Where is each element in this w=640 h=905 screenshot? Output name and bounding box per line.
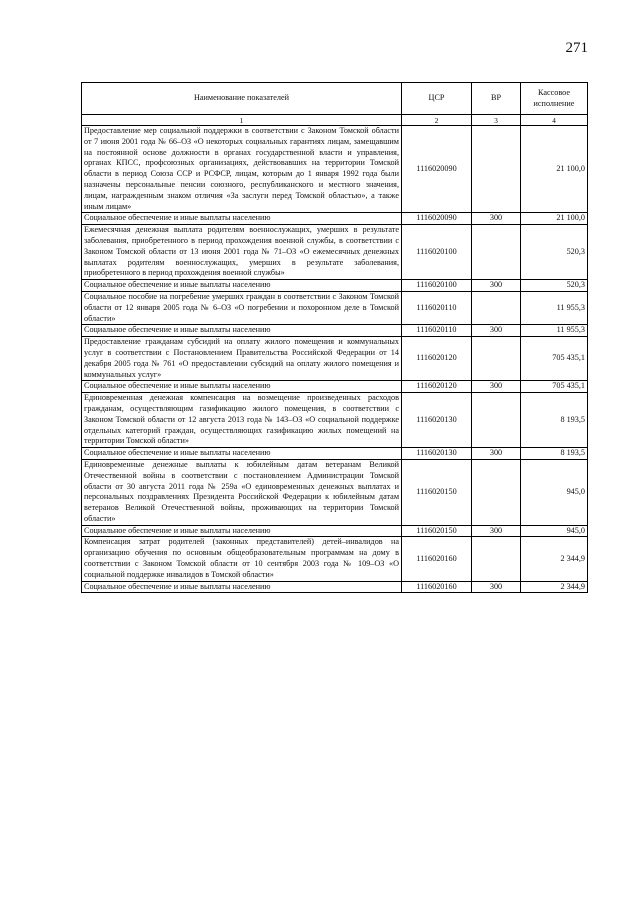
header-sum: Кассовое исполнение <box>521 83 588 115</box>
page-number: 271 <box>565 40 588 56</box>
cell-sum: 520,3 <box>521 225 588 280</box>
cell-csr: 1116020120 <box>402 337 472 381</box>
cell-sum: 705 435,1 <box>521 337 588 381</box>
cell-vr: 300 <box>472 525 521 537</box>
cell-sum: 21 100,0 <box>521 126 588 213</box>
table-row <box>82 325 588 337</box>
cell-vr <box>472 537 521 581</box>
index-cell: 4 <box>521 115 588 126</box>
cell-name: Предоставление мер социальной поддержки в соответствии с Законом Томской области от 7 июня 2001 года № 66–ОЗ «О некоторых социальных гарантиях лицам, замещавшим на постоянной основе должности в органах государственной власти и управления, органах КПСС, профсоюзных организациях, действовавших на территории Томской области в период Союза ССР и РСФСР, лицам, которым до 1 января 1992 года были назначены персональные пенсии союзного, республиканского и местного значения, лицам, награжденным знаком отличия «За заслуги перед Томской областью», а также иным лицам» <box>82 126 402 213</box>
cell-vr <box>472 291 521 324</box>
cell-name: Социальное обеспечение и иные выплаты населению <box>82 325 402 337</box>
table-row <box>82 459 588 525</box>
cell-csr: 1116020110 <box>402 291 472 324</box>
header-vr: ВР <box>472 83 521 115</box>
cell-vr: 300 <box>472 381 521 393</box>
table-row <box>82 280 588 292</box>
cell-sum: 2 344,9 <box>521 581 588 593</box>
cell-sum: 945,0 <box>521 459 588 525</box>
cell-vr: 300 <box>472 325 521 337</box>
cell-name: Предоставление гражданам субсидий на оплату жилого помещения и коммунальных услуг в соответствии с Постановлением Правительства Российской Федерации от 14 декабря 2005 года № 761 «О предоставлении субсидий на оплату жилого помещения и коммунальных услуг» <box>82 337 402 381</box>
budget-table <box>81 82 588 593</box>
cell-csr: 1116020150 <box>402 525 472 537</box>
cell-vr <box>472 337 521 381</box>
cell-vr: 300 <box>472 213 521 225</box>
header-name: Наименование показателей <box>82 83 402 115</box>
cell-csr: 1116020130 <box>402 393 472 448</box>
table-row <box>82 393 588 448</box>
cell-name: Единовременные денежные выплаты к юбилейным датам ветеранам Великой Отечественной войны в соответствии с постановлением Администрации Томской области от 30 августа 2011 года № 259а «О единовременных денежных выплатах и персональных поздравлениях Президента Российской Федерации к юбилейным датам ветеранов Великой Отечественной войны, проживающих на территории Томской области» <box>82 459 402 525</box>
cell-name: Ежемесячная денежная выплата родителям военнослужащих, умерших в результате заболевания, приобретенного в период прохождения военной службы, в соответствии с Законом Томской области от 13 июня 2001 года № 71–ОЗ «О ежемесячных денежных выплатах родителям военнослужащих, умерших в результате заболевания, приобретенного в период прохождения военной службы» <box>82 225 402 280</box>
table-row <box>82 525 588 537</box>
header-row <box>82 83 588 115</box>
cell-name: Единовременная денежная компенсация на возмещение произведенных расходов гражданам, осуществляющим газификацию жилого помещения, в соответствии с Законом Томской области от 12 августа 2013 года № 143–ОЗ «О социальной поддержке отдельных категорий граждан, осуществляющих газификацию жилых помещений на территории Томской области» <box>82 393 402 448</box>
cell-csr: 1116020090 <box>402 126 472 213</box>
index-cell: 1 <box>82 115 402 126</box>
cell-name: Социальное обеспечение и иные выплаты населению <box>82 525 402 537</box>
cell-csr: 1116020090 <box>402 213 472 225</box>
cell-csr: 1116020130 <box>402 448 472 460</box>
cell-sum: 8 193,5 <box>521 393 588 448</box>
table-body <box>82 126 588 593</box>
cell-name: Социальное обеспечение и иные выплаты населению <box>82 280 402 292</box>
cell-name: Социальное обеспечение и иные выплаты населению <box>82 581 402 593</box>
cell-csr: 1116020160 <box>402 581 472 593</box>
cell-sum: 2 344,9 <box>521 537 588 581</box>
cell-name: Социальное обеспечение и иные выплаты населению <box>82 448 402 460</box>
cell-sum: 705 435,1 <box>521 381 588 393</box>
cell-csr: 1116020120 <box>402 381 472 393</box>
cell-sum: 11 955,3 <box>521 325 588 337</box>
table-row <box>82 381 588 393</box>
cell-csr: 1116020160 <box>402 537 472 581</box>
table-row <box>82 291 588 324</box>
cell-name: Социальное пособие на погребение умерших граждан в соответствии с Законом Томской области от 12 января 2005 года № 6–ОЗ «О погребении и похоронном деле в Томской области» <box>82 291 402 324</box>
cell-sum: 520,3 <box>521 280 588 292</box>
cell-sum: 8 193,5 <box>521 448 588 460</box>
header-csr: ЦСР <box>402 83 472 115</box>
cell-csr: 1116020100 <box>402 280 472 292</box>
cell-csr: 1116020110 <box>402 325 472 337</box>
cell-name: Социальное обеспечение и иные выплаты населению <box>82 213 402 225</box>
cell-vr <box>472 225 521 280</box>
table-row <box>82 213 588 225</box>
index-row <box>82 115 588 126</box>
cell-csr: 1116020150 <box>402 459 472 525</box>
cell-vr <box>472 126 521 213</box>
cell-name: Компенсация затрат родителей (законных представителей) детей–инвалидов на организацию обучения по основным общеобразовательным программам на дому в соответствии с Законом Томской области от 10 сентября 2003 года № 109–ОЗ «О социальной поддержке инвалидов в Томской области» <box>82 537 402 581</box>
table-row <box>82 448 588 460</box>
cell-vr <box>472 393 521 448</box>
cell-sum: 945,0 <box>521 525 588 537</box>
cell-sum: 11 955,3 <box>521 291 588 324</box>
table-row <box>82 225 588 280</box>
cell-vr <box>472 459 521 525</box>
cell-vr: 300 <box>472 448 521 460</box>
cell-vr: 300 <box>472 581 521 593</box>
cell-name: Социальное обеспечение и иные выплаты населению <box>82 381 402 393</box>
index-cell: 3 <box>472 115 521 126</box>
cell-sum: 21 100,0 <box>521 213 588 225</box>
cell-vr: 300 <box>472 280 521 292</box>
index-cell: 2 <box>402 115 472 126</box>
table-row <box>82 537 588 581</box>
table-row <box>82 126 588 213</box>
table-row <box>82 337 588 381</box>
table-row <box>82 581 588 593</box>
cell-csr: 1116020100 <box>402 225 472 280</box>
